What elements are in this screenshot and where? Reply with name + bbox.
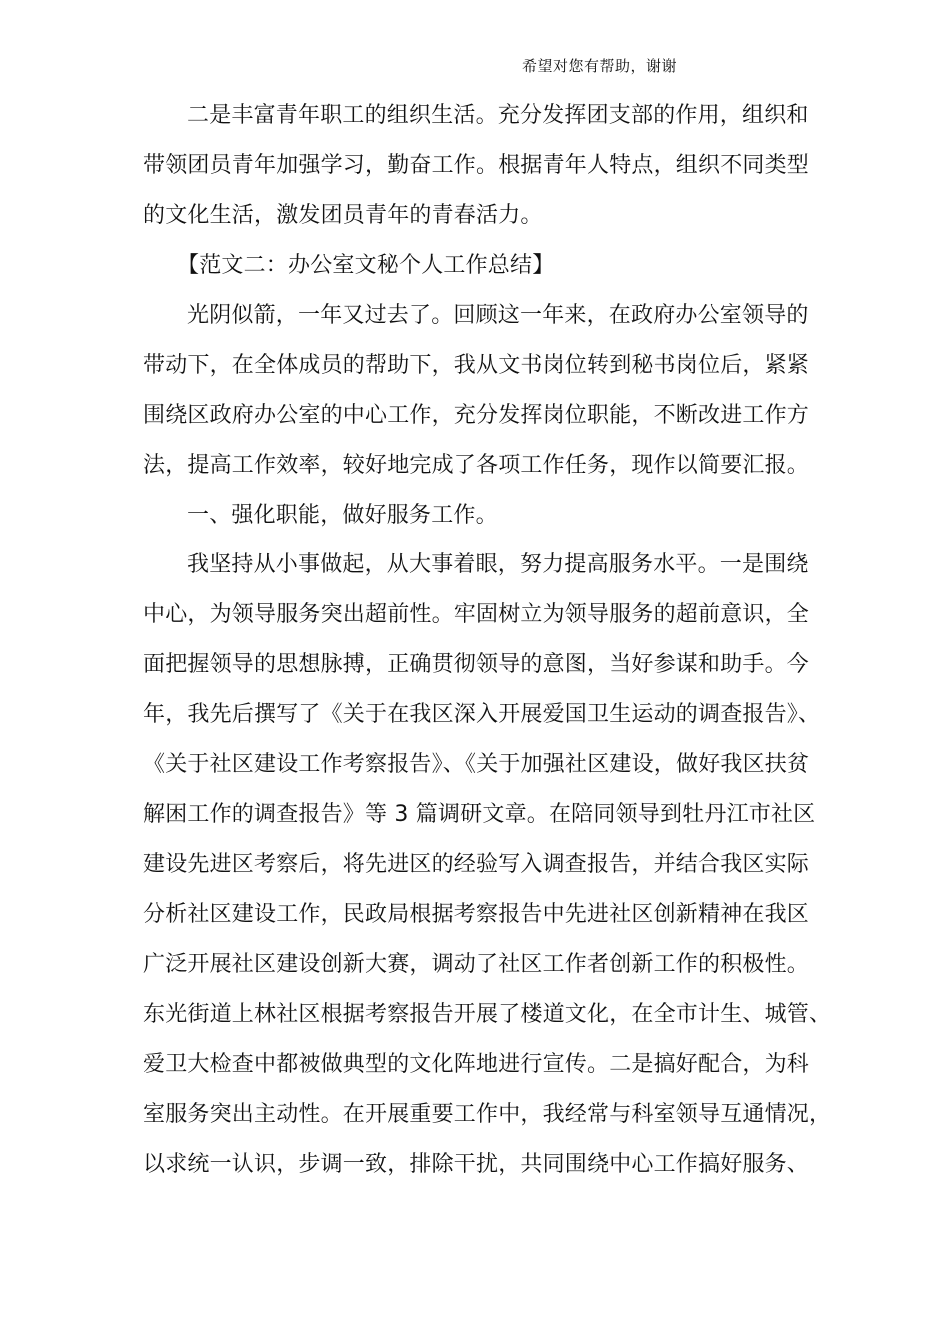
text-line: 二是丰富青年职工的组织生活。充分发挥团支部的作用，组织和 [187,103,809,128]
section-heading: 【范文二：办公室文秘个人工作总结】 [177,253,555,278]
text-line: 带领团员青年加强学习，勤奋工作。根据青年人特点，组织不同类型 [143,153,810,178]
text-line: 室服务突出主动性。在开展重要工作中，我经常与科室领导互通情况， [143,1102,832,1127]
text-line: 《关于社区建设工作考察报告》、《关于加强社区建设，做好我区扶贫 [143,752,810,777]
text-line: 爱卫大检查中都被做典型的文化阵地进行宣传。二是搞好配合，为科 [143,1052,810,1077]
text-line: 东光街道上林社区根据考察报告开展了楼道文化，在全市计生、城管、 [143,1002,832,1027]
text-line: 广泛开展社区建设创新大赛，调动了社区工作者创新工作的积极性。 [143,952,810,977]
subheading: 一、强化职能，做好服务工作。 [187,503,498,528]
text-line: 中心，为领导服务突出超前性。牢固树立为领导服务的超前意识，全 [143,602,810,627]
text-line: 年，我先后撰写了《关于在我区深入开展爱国卫生运动的调查报告》、 [143,702,821,727]
text-line: 带动下，在全体成员的帮助下，我从文书岗位转到秘书岗位后，紧紧 [143,353,810,378]
text-line: 法，提高工作效率，较好地完成了各项工作任务，现作以简要汇报。 [143,453,810,478]
text-line: 以求统一认识，步调一致，排除干扰，共同围绕中心工作搞好服务、 [143,1152,810,1177]
text-line: 我坚持从小事做起，从大事着眼，努力提高服务水平。一是围绕 [187,552,809,577]
text-line: 面把握领导的思想脉搏，正确贯彻领导的意图，当好参谋和助手。今 [143,652,810,677]
header-note: 希望对您有帮助，谢谢 [522,57,678,75]
text-line: 分析社区建设工作，民政局根据考察报告中先进社区创新精神在我区 [143,902,810,927]
text-line: 围绕区政府办公室的中心工作，充分发挥岗位职能，不断改进工作方 [143,403,810,428]
text-line: 光阴似箭，一年又过去了。回顾这一年来，在政府办公室领导的 [187,303,809,328]
text-line: 建设先进区考察后，将先进区的经验写入调查报告，并结合我区实际 [143,852,810,877]
text-line: 解困工作的调查报告》等 3 篇调研文章。在陪同领导到牡丹江市社区 [143,802,816,827]
text-line: 的文化生活，激发团员青年的青春活力。 [143,203,543,228]
